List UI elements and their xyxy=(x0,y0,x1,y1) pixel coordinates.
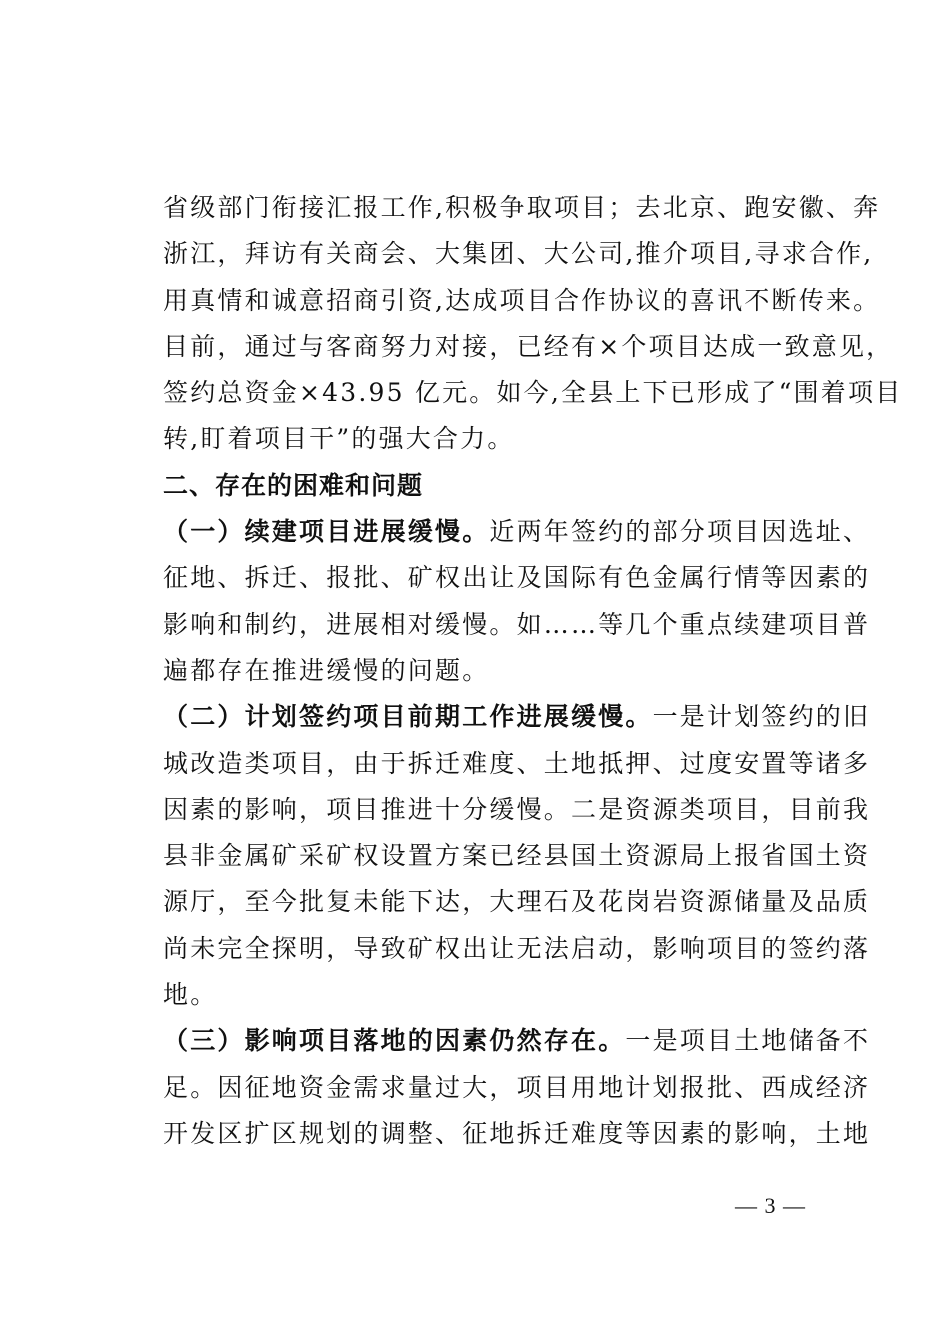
document-body xyxy=(163,185,903,1157)
paragraph-lead-rest: 近两年签约的部分项目因选址、 xyxy=(489,517,871,547)
text-line: 尚未完全探明，导致矿权出让无法启动，影响项目的签约落 xyxy=(163,933,871,963)
paragraph-lead: （二）计划签约项目前期工作进展缓慢。 xyxy=(163,702,653,732)
text-line xyxy=(163,694,871,740)
text-line xyxy=(163,509,871,555)
text-line: 用真情和诚意招商引资,达成项目合作协议的喜讯不断传来。 xyxy=(163,285,881,315)
text-line: 征地、拆迁、报批、矿权出让及国际有色金属行情等因素的 xyxy=(163,563,871,593)
text-line: 省级部门衔接汇报工作,积极争取项目；去北京、跑安徽、奔 xyxy=(163,193,881,222)
text-line: 因素的影响，项目推进十分缓慢。二是资源类项目，目前我 xyxy=(163,794,871,824)
text-line: 开发区扩区规划的调整、征地拆迁难度等因素的影响，土地 xyxy=(163,1118,871,1148)
text-line: 浙江，拜访有关商会、大集团、大公司,推介项目,寻求合作, xyxy=(163,239,874,269)
text-line: 地。 xyxy=(163,980,218,1010)
text-line xyxy=(163,1018,871,1064)
text-line: 转,盯着项目干”的强大合力。 xyxy=(163,424,515,454)
text-line: 足。因征地资金需求量过大，项目用地计划报批、西成经济 xyxy=(163,1072,871,1102)
text-line: 县非金属矿采矿权设置方案已经县国土资源局上报省国土资 xyxy=(163,841,871,871)
paragraph-planned-projects xyxy=(163,694,871,1018)
paragraph-lead: （三）影响项目落地的因素仍然存在。 xyxy=(163,1026,626,1056)
text-line: 遍都存在推进缓慢的问题。 xyxy=(163,655,490,685)
section-heading: 二、存在的困难和问题 xyxy=(163,470,424,500)
paragraph-lead-rest: 一是计划签约的旧 xyxy=(652,702,871,732)
paragraph-investment-progress xyxy=(163,185,903,463)
text-line: 签约总资金×43.95 亿元。如今,全县上下已形成了“围着项目 xyxy=(163,378,903,408)
paragraph-lead-rest: 一是项目土地储备不 xyxy=(625,1026,871,1056)
text-line: 影响和制约，进展相对缓慢。如……等几个重点续建项目普 xyxy=(163,609,871,639)
paragraph-lead: （一）续建项目进展缓慢。 xyxy=(163,517,490,547)
page-number: — 3 — xyxy=(735,1193,806,1218)
paragraph-landing-factors xyxy=(163,1018,871,1157)
text-line: 城改造类项目，由于拆迁难度、土地抵押、过度安置等诸多 xyxy=(163,748,871,778)
paragraph-ongoing-projects xyxy=(163,509,871,694)
text-line: 源厅，至今批复未能下达，大理石及花岗岩资源储量及品质 xyxy=(163,887,871,917)
text-line: 目前，通过与客商努力对接，已经有×个项目达成一致意见， xyxy=(163,331,894,361)
